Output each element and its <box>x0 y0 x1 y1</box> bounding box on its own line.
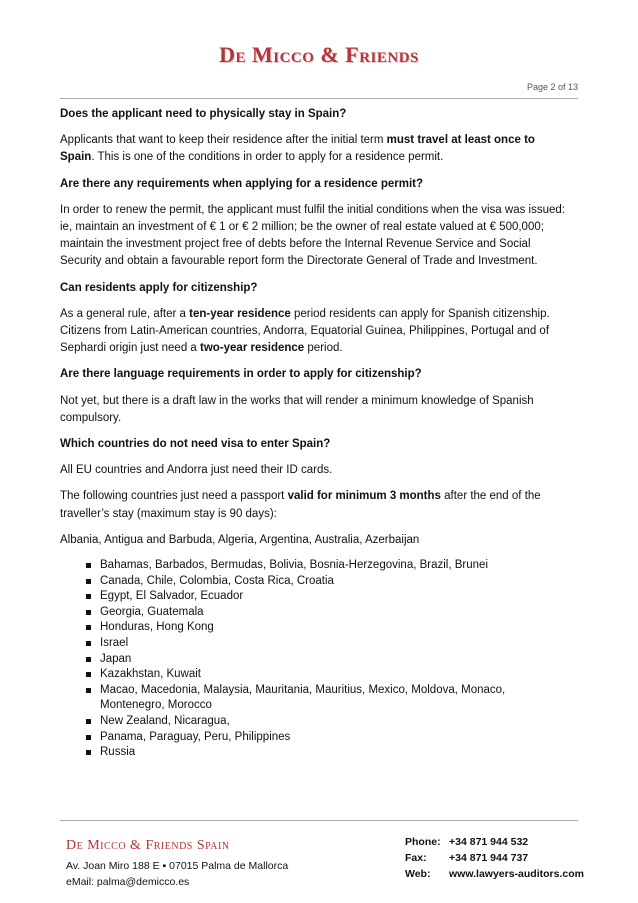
text-run: Applicants that want to keep their residence after the initial term <box>60 134 387 147</box>
phone-value[interactable]: +34 871 944 532 <box>449 836 529 848</box>
text-run: In order to renew the permit, the applicant must fulfil the initial conditions when the visa was issued: ie, maintain an investment of € 1 or € 2 million; be the owner of real estate valued at € 500,000; maintain the investment project free of debts before the Internal Revenue Service and Social Security and obtain a favourable report form the Directorate General of Trade and Investment. <box>60 203 565 268</box>
text-run: . This is one of the conditions in order to apply for a residence permit. <box>91 151 444 164</box>
footer-divider <box>60 820 578 821</box>
emphasis-text: valid for minimum 3 months <box>287 490 441 503</box>
list-item: New Zealand, Nicaragua, <box>86 714 570 730</box>
emphasis-text: ten-year residence <box>189 307 291 320</box>
text-run: period residents can apply for Spanish citizenship. Citizens from Latin-American countries, Andorra, Equatorial Guinea, Philippines, Portugal and of Sephardi origin just need a <box>60 307 550 355</box>
document-body <box>60 106 570 761</box>
footer-brand: De Micco & Friends Spain <box>66 838 230 853</box>
section-answer <box>60 306 570 358</box>
country-list <box>60 558 570 761</box>
list-item: Egypt, El Salvador, Ecuador <box>86 589 570 605</box>
emphasis-text: must travel at least once to Spain <box>60 134 535 164</box>
section-answer <box>60 132 570 166</box>
text-run: As a general rule, after a <box>60 307 190 320</box>
list-item: Georgia, Guatemala <box>86 605 570 621</box>
text-run: period. <box>304 342 343 355</box>
list-item: Canada, Chile, Colombia, Costa Rica, Croatia <box>86 574 570 590</box>
country-list-first-line: Albania, Antigua and Barbuda, Algeria, Argentina, Australia, Azerbaijan <box>60 533 420 546</box>
phone-label: Phone: <box>405 836 441 848</box>
company-logo: De Micco & Friends <box>219 42 419 67</box>
list-item: Kazakhstan, Kuwait <box>86 667 570 683</box>
footer-address-block <box>66 838 288 890</box>
list-item: Macao, Macedonia, Malaysia, Mauritania, Mauritius, Mexico, Moldova, Monaco, Montenegro, Morocco <box>86 683 570 714</box>
web-label: Web: <box>405 868 431 880</box>
footer-contact-block <box>405 834 584 882</box>
footer-phone-row <box>405 834 584 850</box>
footer-web-row <box>405 866 584 882</box>
text-run: All EU countries and Andorra just need their ID cards. <box>60 464 333 477</box>
list-item: Panama, Paraguay, Peru, Philippines <box>86 730 570 746</box>
list-item: Israel <box>86 636 570 652</box>
header-divider <box>60 98 578 99</box>
passport-paragraph <box>60 488 570 522</box>
list-item: Bahamas, Barbados, Bermudas, Bolivia, Bosnia-Herzegovina, Brazil, Brunei <box>86 558 570 574</box>
section-answer <box>60 462 570 479</box>
text-run: Not yet, but there is a draft law in the works that will render a minimum knowledge of Spanish compulsory. <box>60 394 534 424</box>
fax-value: +34 871 944 737 <box>449 852 529 864</box>
web-link[interactable]: www.lawyers-auditors.com <box>449 868 584 880</box>
section-answer <box>60 393 570 427</box>
section-question: Are there any requirements when applying for a residence permit? <box>60 177 423 190</box>
footer-email[interactable]: eMail: palma@demicco.es <box>66 876 190 888</box>
section-question: Are there language requirements in order to apply for citizenship? <box>60 368 422 381</box>
list-item: Russia <box>86 745 570 761</box>
page-number: Page 2 of 13 <box>526 82 578 92</box>
section-question: Can residents apply for citizenship? <box>60 281 258 294</box>
emphasis-text: two-year residence <box>200 342 305 355</box>
footer-address: Av. Joan Miro 188 E ▪ 07015 Palma de Mallorca <box>66 860 289 872</box>
fax-label: Fax: <box>405 852 427 864</box>
footer-fax-row <box>405 850 584 866</box>
section-question: Which countries do not need visa to enter Spain? <box>60 438 331 451</box>
list-item: Japan <box>86 652 570 668</box>
faq-sections <box>60 106 570 479</box>
text-run: after the end of the traveller’s stay (maximum stay is 90 days): <box>60 490 541 520</box>
text-run: The following countries just need a passport <box>60 490 288 503</box>
list-item: Honduras, Hong Kong <box>86 620 570 636</box>
section-question: Does the applicant need to physically stay in Spain? <box>60 108 347 120</box>
section-answer <box>60 202 570 271</box>
